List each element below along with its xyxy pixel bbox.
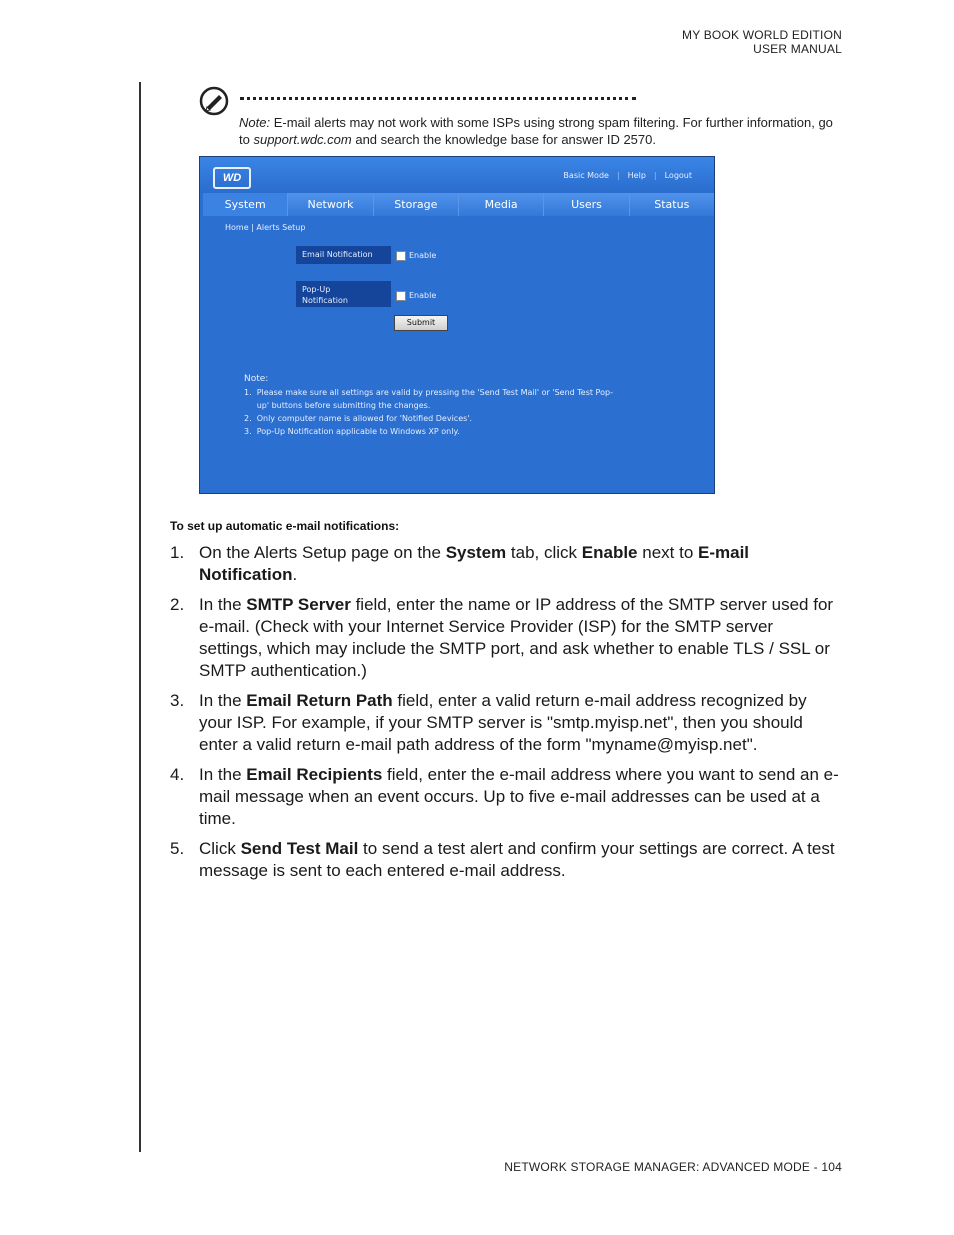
email-enable-label: Enable: [409, 251, 437, 260]
notes-line: 1. Please make sure all settings are valid by pressing the 'Send Test Mail' or 'Send Test Pop-: [244, 388, 613, 397]
alerts-setup-screenshot: [199, 156, 715, 494]
note-label: Note:: [239, 115, 271, 130]
margin-rule: [139, 82, 141, 1152]
step-number: 1.: [170, 543, 185, 562]
email-enable-checkbox[interactable]: [396, 251, 406, 261]
running-footer: NETWORK STORAGE MANAGER: ADVANCED MODE - 104: [504, 1160, 842, 1174]
tab-network[interactable]: Network: [288, 193, 373, 216]
step-emphasis: Email Recipients: [246, 765, 383, 784]
header-subtitle: USER MANUAL: [753, 42, 842, 56]
step-item: [170, 838, 840, 882]
breadcrumb: Home | Alerts Setup: [225, 223, 306, 232]
step-emphasis: Send Test Mail: [240, 839, 359, 858]
step-text: In the: [199, 691, 247, 710]
tab-users[interactable]: Users: [544, 193, 629, 216]
step-emphasis: Enable: [581, 543, 638, 562]
step-text: On the Alerts Setup page on the: [199, 543, 446, 562]
submit-button[interactable]: Submit: [394, 315, 448, 331]
step-number: 3.: [170, 691, 185, 710]
step-item: [170, 690, 840, 756]
notes-title: Note:: [244, 374, 269, 384]
tab-system[interactable]: System: [203, 193, 288, 216]
main-tabs: [203, 193, 715, 216]
running-header: [682, 28, 842, 56]
step-text: field, enter the name or IP address of the SMTP server used for e-mail. (Check with your Internet Service Provider (ISP) for the SMTP server settings, which may include the SMTP port, and ask whether to enable TLS / SSL or SMTP authentication.): [199, 595, 834, 680]
step-emphasis: System: [445, 543, 507, 562]
header-title: MY BOOK WORLD EDITION: [682, 28, 842, 42]
step-emphasis: E-mail Notification: [199, 543, 750, 584]
notes-line: 2. Only computer name is allowed for 'Notified Devices'.: [244, 414, 473, 423]
step-text: tab, click: [506, 543, 582, 562]
basic-mode-link[interactable]: Basic Mode: [563, 171, 609, 180]
step-emphasis: Email Return Path: [246, 691, 393, 710]
tab-storage[interactable]: Storage: [374, 193, 459, 216]
note-divider: [240, 97, 636, 100]
email-notification-label: Email Notification: [296, 246, 391, 264]
popup-label-line1: Pop-Up: [302, 285, 331, 294]
step-text: In the: [199, 595, 247, 614]
note-body-1: E-mail alerts may not work with some ISPs using strong spam filtering. For further information, go to: [239, 115, 833, 147]
note-link[interactable]: support.wdc.com: [253, 132, 352, 147]
step-item: [170, 542, 840, 586]
popup-enable-label: Enable: [409, 291, 437, 300]
step-item: [170, 594, 840, 682]
step-item: [170, 764, 840, 830]
step-number: 2.: [170, 595, 185, 614]
step-number: 5.: [170, 839, 185, 858]
notes-line: 3. Pop-Up Notification applicable to Windows XP only.: [244, 427, 460, 436]
popup-label-line2: Notification: [302, 296, 348, 305]
screenshot-notes: [244, 373, 684, 438]
note-pencil-icon: [199, 86, 229, 116]
popup-enable-checkbox[interactable]: [396, 291, 406, 301]
wd-logo: WD: [213, 167, 251, 189]
tab-media[interactable]: Media: [459, 193, 544, 216]
note-text: [239, 114, 839, 148]
step-emphasis: SMTP Server: [246, 595, 351, 614]
procedure-heading: To set up automatic e-mail notifications:: [170, 519, 400, 533]
step-text: field, enter a valid return e-mail address recognized by your ISP. For example, if your SMTP server is "smtp.myisp.net", then you should enter a valid return e-mail path address of the form "myname@myisp.net".: [199, 691, 807, 754]
logout-link[interactable]: Logout: [664, 171, 692, 180]
step-text: .: [292, 565, 298, 584]
step-text: Click: [199, 839, 241, 858]
help-link[interactable]: Help: [627, 171, 646, 180]
notes-line: up' buttons before submitting the changes.: [244, 401, 431, 410]
step-text: field, enter the e-mail address where you want to send an e-mail message when an event occurs. Up to five e-mail addresses can be used at a time.: [199, 765, 839, 828]
step-text: In the: [199, 765, 247, 784]
procedure-steps: [170, 542, 840, 890]
screenshot-topbar: [200, 157, 714, 193]
step-text: to send a test alert and confirm your settings are correct. A test message is sent to each entered e-mail address.: [199, 839, 835, 880]
step-text: next to: [637, 543, 698, 562]
tab-status[interactable]: Status: [630, 193, 715, 216]
note-body-2: and search the knowledge base for answer ID 2570.: [351, 132, 656, 147]
top-links: Basic Mode | Help | Logout: [563, 171, 692, 180]
popup-notification-label: [296, 281, 391, 307]
step-number: 4.: [170, 765, 185, 784]
